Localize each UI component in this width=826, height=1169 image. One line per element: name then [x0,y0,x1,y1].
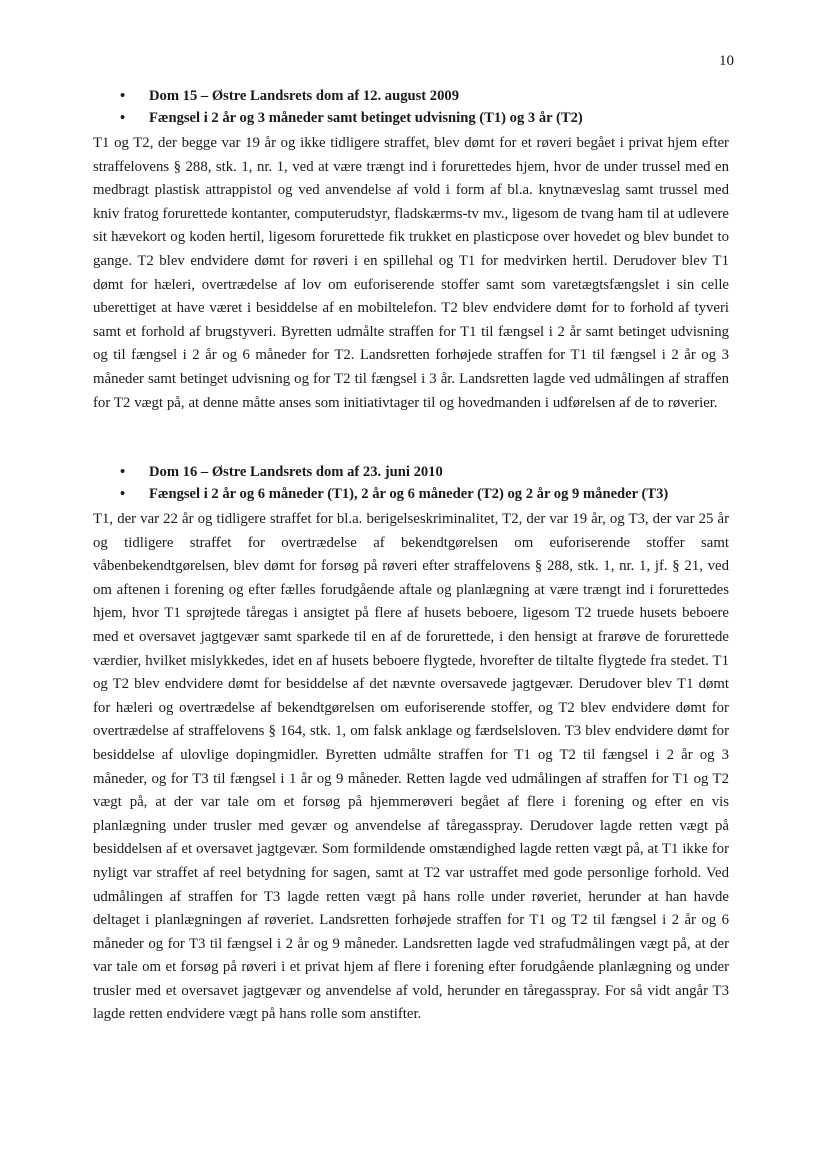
page-number: 10 [719,53,734,69]
case-header-list [93,85,729,129]
case-section-dom-15 [93,85,729,415]
case-heading: • Dom 16 – Østre Landsrets dom af 23. juni 2010 [93,461,729,483]
case-header-list [93,461,729,505]
case-sentence: • Fængsel i 2 år og 3 måneder samt betinget udvisning (T1) og 3 år (T2) [93,107,729,129]
case-heading: • Dom 15 – Østre Landsrets dom af 12. august 2009 [93,85,729,107]
case-summary-paragraph: T1, der var 22 år og tidligere straffet for bl.a. berigelseskriminalitet, T2, der var 19 år, og T3, der var 25 år og tidligere straffet for overtrædelse af bekendtgørelsen om euforiserende stoffer samt våbenbekendtgørelsen, blev dømt for forsøg på røveri efter straffelovens § 288, stk. 1, nr. 1, jf. § 21, ved om aftenen i forening og efter fælles forudgående aftale og planlægning at være trængt ind i forurettedes hjem, hvor T1 sprøjtede tåregas i ansigtet på flere af husets beboere, ligesom T2 truede husets beboere med et oversavet jagtgevær samt sparkede til en af de forurettede, i den hensigt at frarøve de forurettede værdier, hvilket mislykkedes, idet en af husets beboere flygtede, hvorefter de tiltalte flygtede fra stedet. T1 og T2 blev endvidere dømt for besiddelse af det nævnte oversavede jagtgevær. Derudover blev T1 dømt for hæleri og overtrædelse af bekendtgørelsen om euforiserende stoffer, og T2 blev endvidere dømt for overtrædelse af straffelovens § 164, stk. 1, om falsk anklage og færdselsloven. T3 blev endvidere dømt for besiddelse af ulovlige dopingmidler. Byretten udmålte straffen for T1 og T2 til fængsel i 2 år og 3 måneder, og for T3 til fængsel i 1 år og 9 måneder. Retten lagde ved udmålingen af straffen for T1 og T2 vægt på, at der var tale om et forsøg på hjemmerøveri begået af flere i forening og efter en vis planlægning under trusler med gevær og anvendelse af tåregasspray. Derudover lagde retten vægt på besiddelsen af et oversavet jagtgevær. Som formildende omstændighed lagde retten vægt på, at T1 ikke for nyligt var straffet af reel betydning for sagen, samt at T2 var ustraffet med gode personlige forhold. Ved udmålingen af straffen for T3 lagde retten vægt på hans rolle under røveriet, herunder at han havde deltaget i planlægningen af røveriet. Landsretten forhøjede straffen for T1 og T2 til fængsel i 2 år og 6 måneder og for T3 til fængsel i 2 år og 9 måneder. Landsretten lagde ved strafudmålingen vægt på, at der var tale om et forsøg på røveri i et privat hjem af flere i forening efter forudgående planlægning og under trusler med et oversavet jagtgevær og anvendelse af vold, herunder en tåregasspray. For så vidt angår T3 lagde retten endvidere vægt på hans rolle som anstifter. [93,511,729,1023]
case-sentence: • Fængsel i 2 år og 6 måneder (T1), 2 år og 6 måneder (T2) og 2 år og 9 måneder (T3) [93,483,729,505]
case-section-dom-16 [93,461,729,1027]
case-summary-paragraph: T1 og T2, der begge var 19 år og ikke tidligere straffet, blev dømt for et røveri begået i privat hjem efter straffelovens § 288, stk. 1, nr. 1, ved at være trængt ind i forurettedes hjem, hvor de under trussel med en medbragt plastisk attrappistol og ved anvendelse af vold i form af bl.a. knytnæveslag samt trussel med kniv fratog forurettede kontanter, computerudstyr, fladskærms-tv mv., ligesom de tvang ham til at udlevere sit hævekort og koden hertil, ligesom forurettede fik trukket en plasticpose over hovedet og blev bundet to gange. T2 blev endvidere dømt for røveri i en spillehal og T1 for medvirken hertil. Derudover blev T1 dømt for hæleri, overtrædelse af lov om euforiserende stoffer samt som varetægtsfængslet i sin celle uberettiget at have været i besiddelse af en mobiltelefon. T2 blev endvidere dømt for to forhold af tyveri samt et forhold af brugstyveri. Byretten udmålte straffen for T1 til fængsel i 2 år samt betinget udvisning og til fængsel i 2 år og 6 måneder for T2. Landsretten forhøjede straffen for T1 til fængsel i 2 år og 3 måneder samt betinget udvisning og for T2 til fængsel i 3 år. Landsretten lagde ved udmålingen af straffen for T2 vægt på, at denne måtte anses som initiativtager til og hovedmanden i udførelsen af de to røverier. [93,135,729,411]
